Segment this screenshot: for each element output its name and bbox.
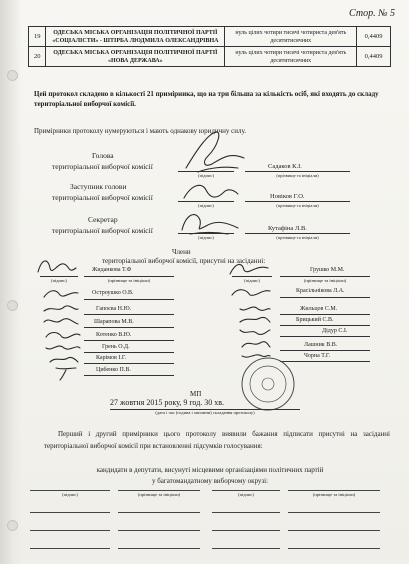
blank-sign-line	[30, 512, 110, 513]
row-number: 20	[29, 47, 46, 67]
member-signature	[40, 287, 80, 301]
mp-label: МП	[190, 390, 202, 398]
name-caption: (прізвище та ініціали)	[137, 492, 181, 497]
member-right: Жильцов С.М.	[300, 306, 338, 312]
member-name-line	[280, 350, 370, 351]
page-number: Стор. № 5	[349, 8, 395, 19]
name-caption: (прізвище та ініціали)	[312, 492, 356, 497]
punch-hole	[7, 70, 18, 81]
punch-hole	[7, 520, 18, 531]
member-left: Остроушко О.В.	[92, 290, 134, 296]
member-name-line	[280, 314, 370, 315]
blank-name-line	[118, 548, 200, 549]
protocol-datetime: 27 жовтня 2015 року, 9 год. 30 хв.	[110, 398, 225, 407]
sign-caption: (підпис)	[198, 173, 214, 178]
parties-table	[28, 26, 391, 67]
secretary-signature	[176, 206, 242, 238]
member-left: Котенко В.Ю.	[96, 332, 132, 338]
name-caption: (прізвище та ініціали)	[107, 278, 151, 283]
member-right: Брицький С.В.	[296, 317, 334, 323]
member-right: Красільнікова Л.А.	[296, 288, 345, 294]
blank-sign-line	[212, 512, 280, 513]
member-signature	[228, 285, 272, 299]
table-row	[29, 47, 391, 67]
blank-sign-line	[30, 530, 110, 531]
member-name-line	[280, 276, 370, 277]
blank-name-line	[288, 490, 380, 491]
member-left: Шарапова М.В.	[94, 319, 134, 325]
blank-sign-line	[30, 490, 110, 491]
sign-caption: (підпис)	[244, 278, 260, 283]
table-row	[29, 27, 391, 47]
value: 0,4409	[357, 27, 391, 47]
member-name-line	[84, 327, 174, 328]
name-caption: (прізвище та ініціали)	[303, 278, 347, 283]
member-right: Чорна Т.Г.	[304, 353, 331, 359]
blank-sign-line	[212, 490, 280, 491]
copies-paragraph: Цей протокол складено в кількості 21 примірника, що на три більша за кількість осіб, які входять до складу територіальної виборчої комісії.	[34, 90, 379, 108]
sign-caption: (підпис)	[62, 492, 78, 497]
head-name-line	[245, 171, 350, 172]
member-name-line	[280, 297, 370, 298]
blank-sign-line	[30, 548, 110, 549]
head-signature	[178, 128, 248, 176]
head-role-subtitle: територіальної виборчої комісії	[52, 162, 153, 171]
members-subtitle: територіальної виборчої комісії, присутні на засіданні:	[102, 257, 266, 265]
member-name-line	[84, 375, 174, 376]
blank-sign-line	[212, 548, 280, 549]
member-signature	[40, 314, 80, 328]
blank-name-line	[288, 548, 380, 549]
signers-paragraph: Перший і другий примірники цього протоколу виявили бажання підписати присутні на засіданні територіальної виборчої комісії при встановленні підсумків голосування:	[44, 430, 390, 450]
name-caption: (прізвище та ініціали)	[276, 203, 319, 208]
secretary-role-subtitle: територіальної виборчої комісії	[52, 226, 153, 235]
value-in-words: нуль цілих чотири тисячі чотириста дев'ять десятитисячних	[225, 27, 357, 47]
name-caption: (прізвище та ініціали)	[276, 173, 319, 178]
candidates-line-2: у багатомандатному виборчому окрузі:	[151, 477, 269, 485]
party-name: ОДЕСЬКА МІСЬКА ОРГАНІЗАЦІЯ ПОЛІТИЧНОЇ ПАРТІЇ «НОВА ДЕРЖАВА»	[46, 47, 225, 67]
head-name: Садаков К.І.	[268, 163, 302, 170]
secretary-role-title: Секретар	[88, 215, 118, 224]
blank-name-line	[118, 512, 200, 513]
sign-caption: (підпис)	[198, 203, 214, 208]
member-signature	[42, 327, 82, 341]
member-right: Грушко М.М.	[310, 267, 345, 273]
secretary-name-line	[245, 233, 350, 234]
blank-name-line	[288, 530, 380, 531]
value: 0,4409	[357, 47, 391, 67]
member-name-line	[280, 336, 370, 337]
row-number: 19	[29, 27, 46, 47]
blank-sign-line	[212, 530, 280, 531]
member-left: Карімов І.Г.	[96, 355, 127, 361]
official-stamp-icon	[240, 356, 296, 412]
member-name-line	[84, 340, 174, 341]
candidates-line-1: кандидати в депутати, висунуті місцевими організаціями політичних партій	[96, 466, 324, 474]
member-left: Цибенко П.В.	[96, 367, 131, 373]
member-name-line	[84, 363, 174, 364]
blank-name-line	[118, 530, 200, 531]
member-name-line	[84, 276, 174, 277]
member-left: Грень О.Д.	[102, 344, 130, 350]
member-name-line	[84, 314, 174, 315]
member-name-line	[84, 352, 174, 353]
member-left: Жиданкова Т.Ф	[92, 267, 132, 273]
blank-name-line	[288, 512, 380, 513]
deputy-name-line	[245, 201, 350, 202]
binding-margin	[0, 0, 22, 564]
punch-hole	[7, 300, 18, 311]
member-signature	[34, 254, 78, 278]
deputy-name: Новіков Г.О.	[270, 193, 305, 200]
members-title: Члени	[172, 248, 191, 256]
party-name: ОДЕСЬКА МІСЬКА ОРГАНІЗАЦІЯ ПОЛІТИЧНОЇ ПАРТІЇ «СОЦІАЛІСТИ» - ШТІРБА ЛЮДМИЛА ОЛЕКСАНДРІВНА	[46, 27, 225, 47]
member-signature	[226, 258, 270, 278]
sign-caption: (підпис)	[198, 235, 214, 240]
secretary-name: Кутафіна Л.В.	[268, 225, 307, 232]
blank-name-line	[118, 490, 200, 491]
deputy-role-subtitle: територіальної виборчої комісії	[52, 193, 153, 202]
validity-paragraph: Примірники протоколу нумеруються і мають однакову юридичну силу.	[34, 127, 247, 135]
datetime-caption: (дата і час (година і хвилини) складання протоколу)	[155, 410, 255, 415]
head-role-title: Голова	[92, 151, 114, 160]
value-in-words: нуль цілих чотири тисячі чотириста дев'ять десятитисячних	[225, 47, 357, 67]
member-right: Дідур С.І.	[322, 328, 348, 334]
candidates-paragraph	[60, 465, 360, 487]
member-right: Лашник В.В.	[304, 342, 338, 348]
deputy-role-title: Заступник голови	[70, 182, 127, 191]
member-signature	[52, 364, 80, 382]
sign-caption: (підпис)	[238, 492, 254, 497]
member-signature	[236, 324, 272, 338]
sign-caption: (підпис)	[51, 278, 67, 283]
name-caption: (прізвище та ініціали)	[276, 235, 319, 240]
member-signature	[40, 301, 80, 315]
member-left: Гапоєва Н.Ю.	[96, 306, 132, 312]
member-name-line	[84, 299, 174, 300]
deputy-signature	[180, 178, 240, 206]
member-name-line	[280, 325, 370, 326]
